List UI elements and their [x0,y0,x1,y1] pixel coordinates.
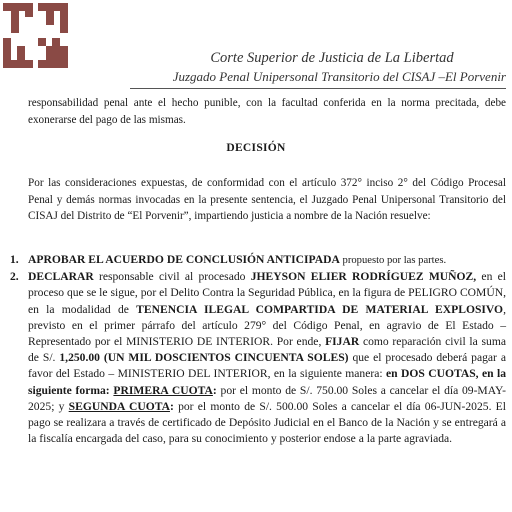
defendant-name: JHEYSON ELIER RODRÍGUEZ MUÑOZ, [250,270,477,284]
reparation-amount: 1,250.00 (UN MIL DOSCIENTOS CINCUENTA SOLES) [59,351,349,365]
decision-item-2 [10,269,506,447]
item-number: 2. [10,270,19,284]
first-installment-label: PRIMERA CUOTA [113,383,213,397]
item-text [28,269,506,447]
item-text-segment: como reparación civil la suma de S/. [28,335,506,365]
item-text-segment: por el monto de S/. 500.00 Soles a cancelar el día 06-JUN-2025. El pago se realizara a través de certificado de Depósito Judicial en el Banco de la Nación y se entregará a la fiscalía encargada del caso, para su conocimiento y posterior endose a la parte agraviada. [28,399,506,446]
judiciary-logo-icon [2,2,70,70]
second-installment-label: SEGUNDA CUOTA [68,399,170,413]
item-text-segment: por el monto de S/. 750.00 Soles a cancelar el día 09-MAY-2025; y [28,383,506,413]
installments-phrase: en DOS CUOTAS, en la siguiente forma: [28,367,506,397]
item-text-segment: , previsto en el primer párrafo del artículo 279° del Código Penal, en agravio de El Estado – Representado por el MINISTERIO DE INTERIOR. Por ende, [28,302,506,349]
item-punctuation: : [212,383,217,397]
item-text-segment: en el proceso que se le sigue, por el Delito Contra la Seguridad Pública, en la figura de PELIGRO COMÚN, en la modalidad de [28,270,506,316]
item-bold-text: FIJAR [325,335,360,349]
header-divider [130,88,506,89]
item-text-segment: que el procesado deberá pagar a favor del Estado – MINISTERIO DEL INTERIOR, en la siguiente manera: [28,351,506,381]
continuation-paragraph: responsabilidad penal ante el hecho punible, con la facultad conferida en la norma precitada, debe exonerarse del pago de las mismas. [28,97,506,126]
item-bold-text: APROBAR EL ACUERDO DE CONCLUSIÓN ANTICIPADA [28,253,340,266]
crime-modality: TENENCIA ILEGAL COMPARTIDA DE MATERIAL EXPLOSIVO [136,302,504,316]
item-punctuation: : [169,399,174,413]
court-name: Corte Superior de Justicia de La Libertad [210,50,454,66]
chamber-name: Juzgado Penal Unipersonal Transitorio del CISAJ –El Porvenir [172,69,506,84]
decision-list [10,252,506,447]
intro-paragraph: Por las consideraciones expuestas, de conformidad con el artículo 372° inciso 2° del Código Procesal Penal y demás normas invocadas en la presente sentencia, el Juzgado Penal Unipersonal Transitorio del CISAJ del Distrito de “El Porvenir”, impartiendo justicia a nombre de la Nación resuelve: [28,177,506,222]
section-title: DECISIÓN [226,142,286,154]
item-text-segment: responsable civil al procesado [93,270,251,284]
item-bold-text: DECLARAR [28,270,94,284]
decision-item-1 [10,252,506,269]
item-text [28,252,506,269]
item-rest-text: propuesto por las partes. [339,255,447,266]
item-number: 1. [10,253,19,266]
